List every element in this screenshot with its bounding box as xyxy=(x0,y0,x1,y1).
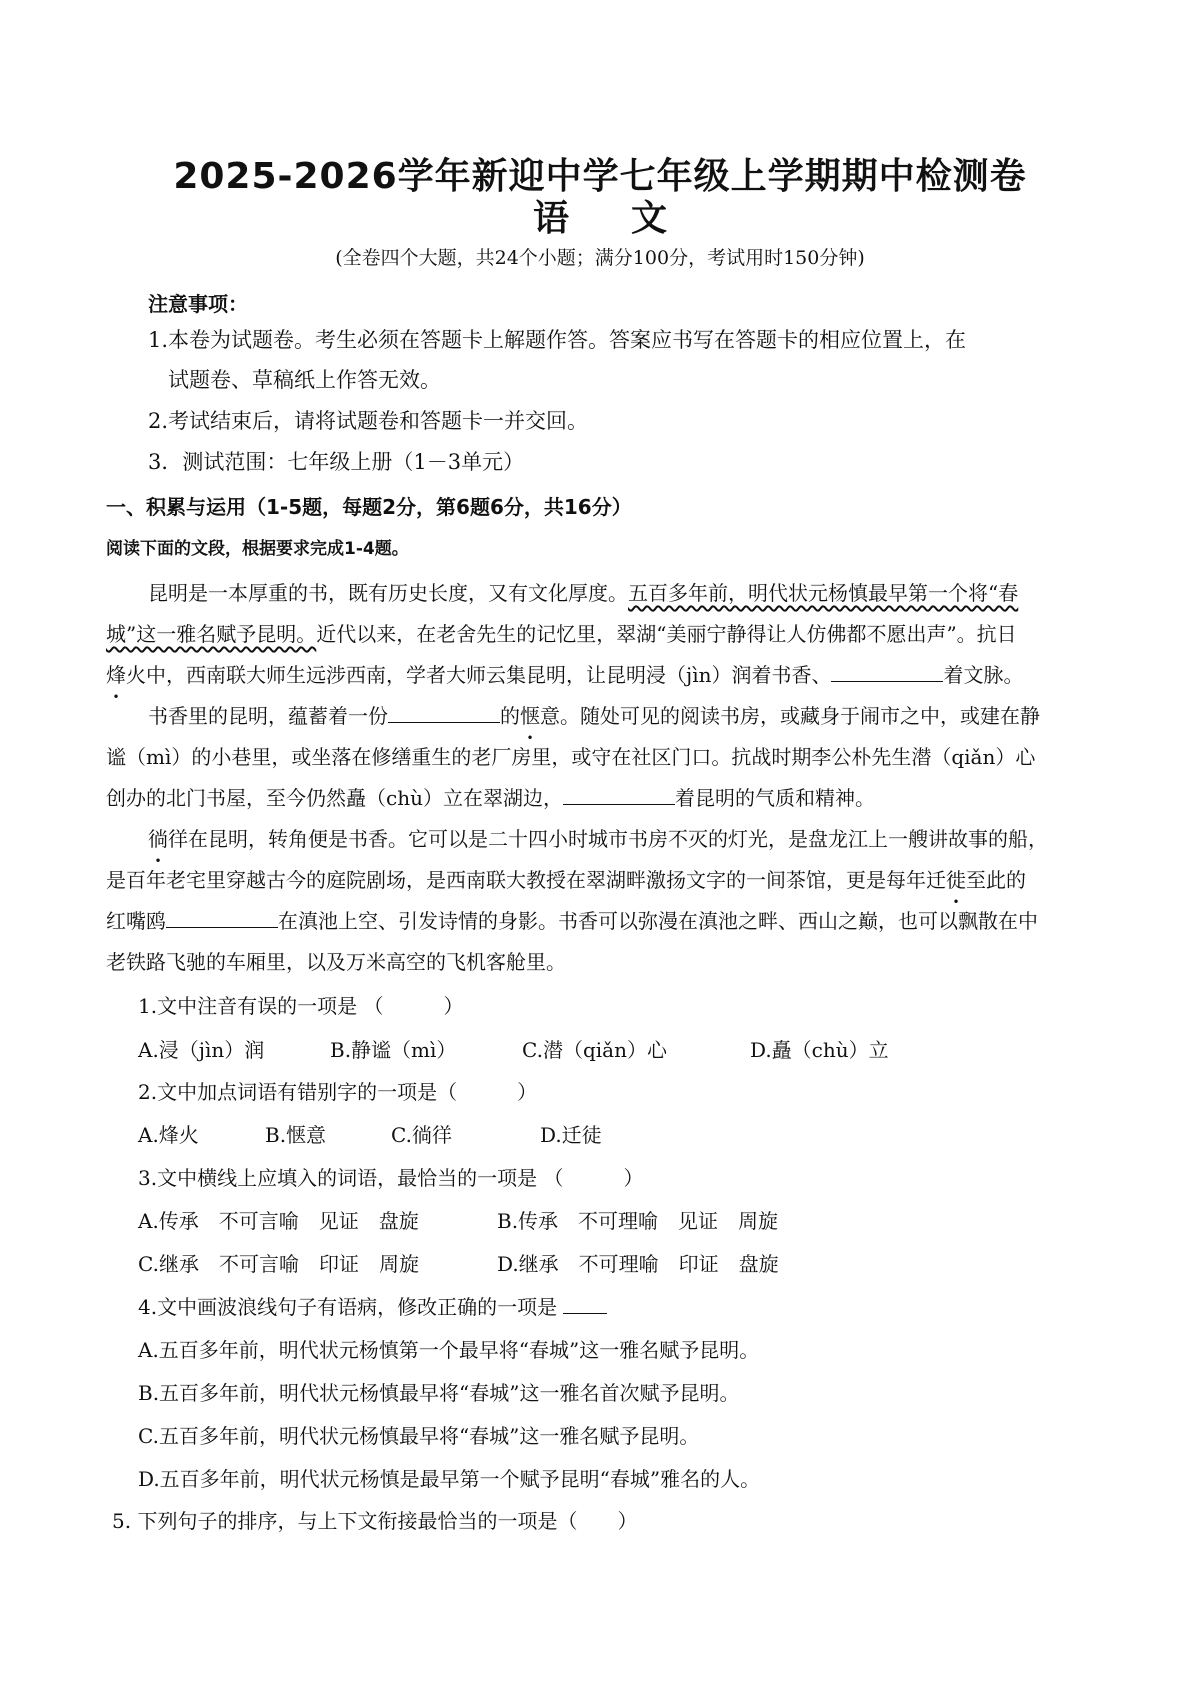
passage-line xyxy=(106,864,1026,893)
q1-option-c: C.潜（qiǎn）心 xyxy=(522,1038,667,1062)
passage-line xyxy=(148,823,1048,852)
passage-text: 红嘴鸥 xyxy=(106,909,166,933)
wavy-sentence: 五百多年前，明代状元杨慎最早第一个将“春 xyxy=(628,581,1019,605)
q1-option-d: D.矗（chù）立 xyxy=(750,1038,889,1062)
passage-text: 创办的北门书屋，至今仍然矗（chù）立在翠湖边， xyxy=(106,786,563,810)
q4-option-c: C.五百多年前，明代状元杨慎最早将“春城”这一雅名赋予昆明。 xyxy=(138,1424,700,1448)
q2-option-c: C.徜徉 xyxy=(391,1123,452,1147)
q2-option-d: D.迁徒 xyxy=(540,1123,602,1147)
passage-line xyxy=(148,577,1018,606)
passage-text: 近代以来，在老舍先生的记忆里，翠湖“美丽宁静得让人仿佛都不愿出声”。抗日 xyxy=(316,622,1017,646)
passage-line xyxy=(106,905,1038,934)
q3-option-c: C.继承 不可言喻 印证 周旋 xyxy=(138,1252,419,1276)
passage-line xyxy=(106,659,1023,688)
subject-title: 语文 xyxy=(532,198,729,239)
passage-line: 老铁路飞驰的车厢里，以及万米高空的飞机客舱里。 xyxy=(106,950,566,974)
passage-line: 谧（mì）的小巷里，或坐落在修缮重生的老厂房里，或守在社区门口。抗战时期李公朴先生潜（qiǎn）心 xyxy=(106,745,1036,769)
question-2: 2.文中加点词语有错别字的一项是（ ） xyxy=(138,1080,538,1104)
passage-text: 着文脉。 xyxy=(943,663,1024,687)
section-1-heading: 一、积累与运用（1-5题，每题2分，第6题6分，共16分） xyxy=(106,495,632,519)
fill-blank xyxy=(388,704,500,723)
q1-option-b: B.静谧（mì） xyxy=(330,1038,457,1062)
passage-text: 昆明是一本厚重的书，既有历史长度，又有文化厚度。 xyxy=(148,581,628,605)
section-1-instruction: 阅读下面的文段，根据要求完成1-4题。 xyxy=(106,539,409,559)
notice-heading: 注意事项： xyxy=(148,292,248,316)
passage-line xyxy=(106,782,875,811)
dotted-char: 徙 xyxy=(946,868,966,892)
q2-option-b: B.惬意 xyxy=(265,1123,327,1147)
fill-blank xyxy=(166,909,278,928)
passage-text: 火中，西南联大师生远涉西南，学者大师云集昆明，让昆明浸（jìn）润着书香、 xyxy=(126,663,832,687)
notice-item-1: 1.本卷为试题卷。考生必须在答题卡上解题作答。答案应书写在答题卡的相应位置上，在 xyxy=(148,328,967,352)
answer-blank xyxy=(563,1295,607,1314)
q4-option-d: D.五百多年前，明代状元杨慎是最早第一个赋予昆明“春城”雅名的人。 xyxy=(138,1467,761,1491)
dotted-char: 惬 xyxy=(520,704,540,728)
q3-option-d: D.继承 不可理喻 印证 盘旋 xyxy=(497,1252,779,1276)
dotted-char: 烽 xyxy=(106,663,126,687)
notice-item-3: 3．测试范围：七年级上册（1－3单元） xyxy=(148,450,525,474)
q3-option-a: A.传承 不可言喻 见证 盘旋 xyxy=(138,1209,419,1233)
exam-title: 2025-2026学年新迎中学七年级上学期期中检测卷 xyxy=(173,156,1027,197)
exam-info: (全卷四个大题，共24个小题；满分100分，考试用时150分钟) xyxy=(335,247,865,269)
q2-option-a: A.烽火 xyxy=(138,1123,199,1147)
passage-text: 在滇池上空、引发诗情的身影。书香可以弥漫在滇池之畔、西山之巅，也可以飘散在中 xyxy=(278,909,1038,933)
passage-text: 的 xyxy=(500,704,520,728)
passage-text: 书香里的昆明，蕴蓄着一份 xyxy=(148,704,388,728)
question-4-text: 4.文中画波浪线句子有语病，修改正确的一项是 xyxy=(138,1295,558,1319)
passage-text: 至此的 xyxy=(966,868,1026,892)
question-3: 3.文中横线上应填入的词语，最恰当的一项是 （ ） xyxy=(138,1166,644,1190)
q4-option-a: A.五百多年前，明代状元杨慎第一个最早将“春城”这一雅名赋予昆明。 xyxy=(138,1338,760,1362)
passage-text: 是百年老宅里穿越古今的庭院剧场，是西南联大教授在翠湖畔激扬文字的一间茶馆，更是每年迁 xyxy=(106,868,946,892)
fill-blank xyxy=(563,786,675,805)
q3-option-b: B.传承 不可理喻 见证 周旋 xyxy=(497,1209,779,1233)
notice-item-1-cont: 试题卷、草稿纸上作答无效。 xyxy=(168,368,441,392)
passage-text: 徉在昆明，转角便是书香。它可以是二十四小时城市书房不灭的灯光，是盘龙江上一艘讲故事的船， xyxy=(168,827,1048,851)
q1-option-a: A.浸（jìn）润 xyxy=(138,1038,265,1062)
passage-text: 着昆明的气质和精神。 xyxy=(674,786,875,810)
wavy-sentence: 城”这一雅名赋予昆明。 xyxy=(106,622,317,646)
fill-blank xyxy=(831,663,943,682)
dotted-char: 徜 xyxy=(148,827,168,851)
notice-item-2: 2.考试结束后，请将试题卷和答题卡一并交回。 xyxy=(148,409,589,433)
passage-line xyxy=(106,618,1017,647)
question-5: 5. 下列句子的排序，与上下文衔接最恰当的一项是（ ） xyxy=(112,1509,638,1533)
question-1: 1.文中注音有误的一项是 （ ） xyxy=(138,994,464,1018)
passage-line xyxy=(148,700,1040,729)
q4-option-b: B.五百多年前，明代状元杨慎最早将“春城”这一雅名首次赋予昆明。 xyxy=(138,1381,740,1405)
question-4 xyxy=(138,1291,607,1320)
passage-text: 意。随处可见的阅读书房，或藏身于闹市之中，或建在静 xyxy=(540,704,1040,728)
